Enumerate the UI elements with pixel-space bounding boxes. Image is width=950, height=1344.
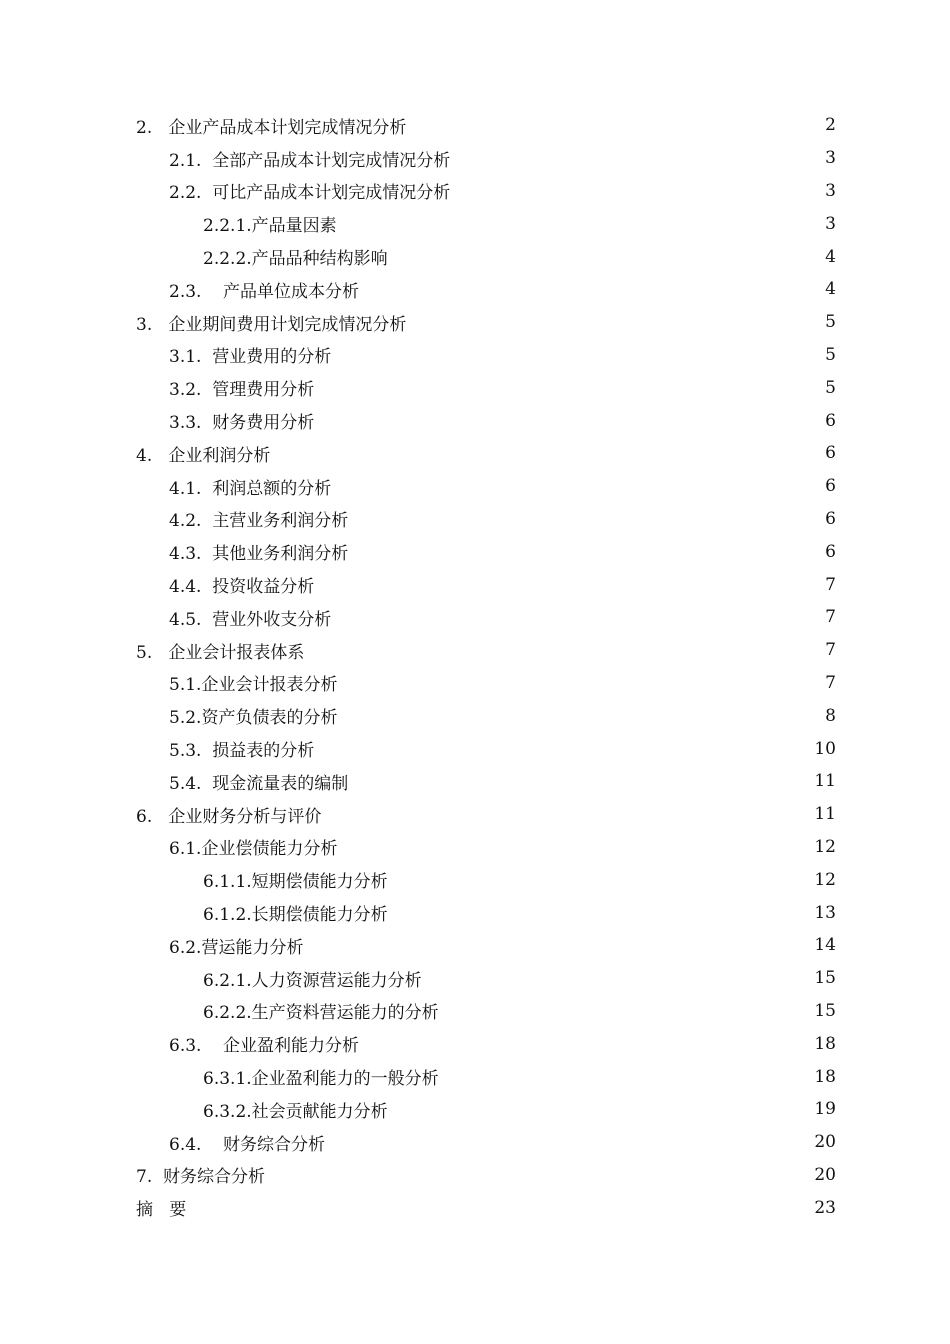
toc-entry-page-number: 6: [825, 541, 836, 562]
toc-entry[interactable]: [136, 863, 836, 896]
toc-entry-page-number: 6: [825, 443, 836, 464]
toc-entry[interactable]: [136, 765, 836, 798]
toc-entry-page-number: 14: [814, 935, 836, 956]
toc-entry[interactable]: [136, 371, 836, 404]
toc-entry[interactable]: [136, 568, 836, 601]
toc-entry-title: 2.1. 全部产品成本计划完成情况分析: [169, 150, 451, 171]
toc-entry[interactable]: [136, 962, 836, 995]
toc-entry[interactable]: [136, 1027, 836, 1060]
toc-entry-page-number: 18: [814, 1033, 836, 1054]
toc-entry[interactable]: [136, 1191, 836, 1224]
toc-entry-title: 4.2. 主营业务利润分析: [169, 511, 349, 532]
toc-entry-page-number: 8: [825, 705, 836, 726]
toc-entry-title: 5.3. 损益表的分析: [169, 741, 315, 762]
toc-entry[interactable]: [136, 1159, 836, 1192]
toc-entry-page-number: 4: [825, 246, 836, 267]
toc-entry-page-number: 23: [814, 1197, 836, 1218]
toc-entry-title: 4. 企业利润分析: [136, 445, 271, 466]
toc-entry-title: 3.1. 营业费用的分析: [169, 347, 332, 368]
toc-entry-title: 6.1.企业偿债能力分析: [169, 839, 338, 860]
toc-entry[interactable]: [136, 109, 836, 142]
toc-entry[interactable]: [136, 306, 836, 339]
toc-entry-title: 4.3. 其他业务利润分析: [169, 544, 349, 565]
toc-entry-page-number: 3: [825, 213, 836, 234]
toc-entry-page-number: 15: [814, 1000, 836, 1021]
toc-entry[interactable]: [136, 1126, 836, 1159]
toc-entry-title: 6.1.1.短期偿债能力分析: [203, 872, 388, 893]
toc-entry[interactable]: [136, 404, 836, 437]
toc-entry-page-number: 2: [825, 115, 836, 136]
toc-entry-title: 3. 企业期间费用计划完成情况分析: [136, 314, 407, 335]
toc-entry[interactable]: [136, 699, 836, 732]
toc-entry[interactable]: [136, 601, 836, 634]
toc-entry-title: 摘 要: [136, 1200, 187, 1221]
toc-entry-page-number: 6: [825, 476, 836, 497]
toc-entry-title: 6.3.1.企业盈利能力的一般分析: [203, 1069, 439, 1089]
toc-entry-page-number: 7: [825, 574, 836, 595]
toc-entry-title: 2. 企业产品成本计划完成情况分析: [136, 117, 407, 138]
toc-entry[interactable]: [136, 273, 836, 306]
toc-entry-title: 2.2.2.产品品种结构影响: [203, 249, 388, 270]
toc-entry[interactable]: [136, 1060, 836, 1093]
toc-entry-page-number: 11: [814, 771, 836, 792]
toc-entry-page-number: 5: [825, 377, 836, 398]
toc-entry-page-number: 7: [825, 607, 836, 628]
toc-entry-page-number: 20: [814, 1164, 836, 1185]
toc-entry-title: 6.3.2.社会贡献能力分析: [203, 1101, 388, 1122]
toc-entry-title: 7. 财务综合分析: [136, 1167, 266, 1188]
toc-entry-title: 5.1.企业会计报表分析: [169, 675, 338, 696]
toc-entry[interactable]: [136, 535, 836, 568]
toc-entry-page-number: 19: [814, 1099, 836, 1120]
toc-entry-page-number: 5: [825, 312, 836, 333]
toc-entry-page-number: 3: [825, 148, 836, 169]
toc-entry[interactable]: [136, 634, 836, 667]
toc-entry[interactable]: [136, 896, 836, 929]
toc-entry-page-number: 18: [814, 1066, 836, 1087]
toc-entry[interactable]: [136, 995, 836, 1028]
toc-entry[interactable]: [136, 470, 836, 503]
toc-entry-title: 3.3. 财务费用分析: [169, 413, 315, 434]
toc-entry[interactable]: [136, 175, 836, 208]
toc-entry-title: 4.4. 投资收益分析: [169, 577, 315, 598]
toc-entry-title: 6. 企业财务分析与评价: [136, 806, 322, 827]
toc-entry-title: 2.2. 可比产品成本计划完成情况分析: [169, 183, 451, 204]
toc-entry-page-number: 6: [825, 508, 836, 529]
toc-entry-page-number: 3: [825, 180, 836, 201]
toc-entry-page-number: 5: [825, 344, 836, 365]
toc-entry[interactable]: [136, 240, 836, 273]
toc-entry-title: 6.2.2.生产资料营运能力的分析: [203, 1003, 439, 1024]
toc-entry-title: 4.5. 营业外收支分析: [169, 609, 332, 630]
toc-entry[interactable]: [136, 798, 836, 831]
toc-entry-title: 6.2.1.人力资源营运能力分析: [203, 970, 422, 991]
toc-entry[interactable]: [136, 667, 836, 700]
toc-entry-page-number: 13: [814, 902, 836, 923]
toc-entry[interactable]: [136, 437, 836, 470]
toc-entry-page-number: 15: [814, 968, 836, 989]
table-of-contents: [136, 109, 836, 1224]
toc-entry-title: 6.4. 财务综合分析: [169, 1134, 326, 1155]
toc-entry[interactable]: [136, 142, 836, 175]
toc-entry-title: 6.1.2.长期偿债能力分析: [203, 905, 388, 926]
toc-entry-title: 2.2.1.产品量因素: [203, 216, 337, 237]
toc-entry-page-number: 6: [825, 410, 836, 431]
toc-entry-page-number: 10: [814, 738, 836, 759]
toc-entry[interactable]: [136, 732, 836, 765]
toc-entry-title: 5.2.资产负债表的分析: [169, 708, 338, 729]
toc-entry[interactable]: [136, 503, 836, 536]
toc-entry-page-number: 11: [814, 804, 836, 825]
toc-entry[interactable]: [136, 1093, 836, 1126]
toc-entry-title: 5.4. 现金流量表的编制: [169, 773, 349, 794]
toc-entry-title: 4.1. 利润总额的分析: [169, 478, 332, 499]
toc-entry-page-number: 4: [825, 279, 836, 300]
toc-entry-title: 5. 企业会计报表体系: [136, 642, 305, 663]
toc-entry-page-number: 12: [814, 836, 836, 857]
toc-entry-page-number: 7: [825, 640, 836, 661]
toc-entry-page-number: 20: [814, 1132, 836, 1153]
toc-entry-page-number: 12: [814, 869, 836, 890]
toc-entry[interactable]: [136, 339, 836, 372]
toc-entry[interactable]: [136, 831, 836, 864]
toc-entry[interactable]: [136, 207, 836, 240]
toc-entry[interactable]: [136, 929, 836, 962]
toc-entry-title: 6.3. 企业盈利能力分析: [169, 1036, 360, 1057]
toc-entry-title: 2.3. 产品单位成本分析: [169, 281, 360, 302]
toc-entry-title: 3.2. 管理费用分析: [169, 380, 315, 401]
toc-entry-title: 6.2.营运能力分析: [169, 937, 304, 958]
toc-entry-page-number: 7: [825, 672, 836, 693]
